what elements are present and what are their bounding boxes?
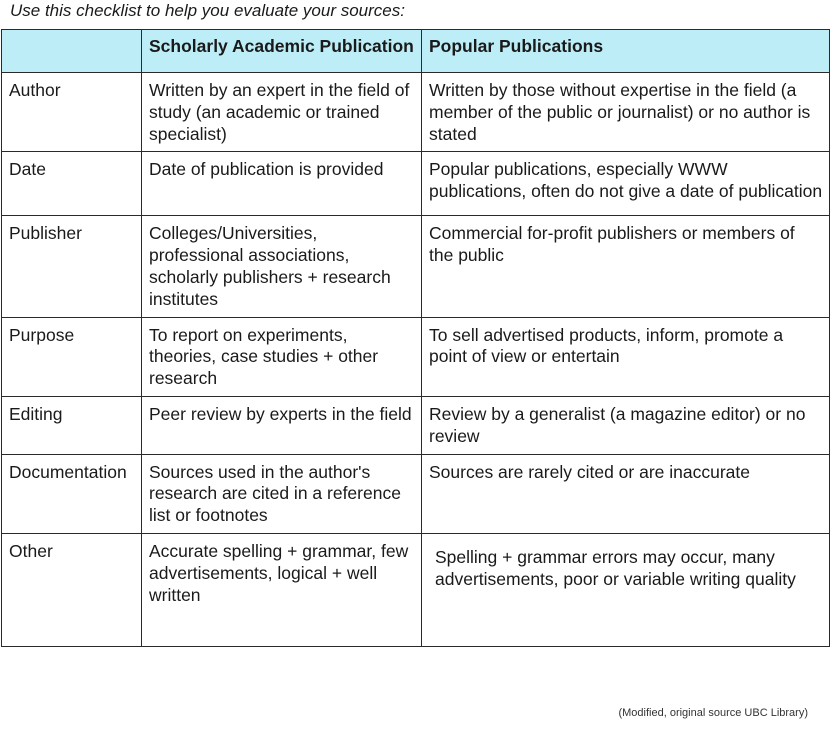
table-row	[2, 152, 830, 216]
table-row	[2, 396, 830, 454]
header-scholarly: Scholarly Academic Publication	[142, 30, 422, 73]
source-note: (Modified, original source UBC Library)	[618, 707, 808, 719]
criterion-cell: Purpose	[2, 317, 142, 396]
scholarly-cell: Sources used in the author's research are cited in a reference list or footnotes	[142, 454, 422, 533]
header-popular: Popular Publications	[422, 30, 830, 73]
criterion-cell: Editing	[2, 396, 142, 454]
scholarly-cell: Date of publication is provided	[142, 152, 422, 216]
intro-text: Use this checklist to help you evaluate your sources:	[10, 1, 405, 20]
popular-cell: Sources are rarely cited or are inaccurate	[422, 454, 830, 533]
scholarly-cell: Colleges/Universities, professional associations, scholarly publishers + research institutes	[142, 216, 422, 317]
source-evaluation-table	[1, 29, 830, 647]
criterion-cell: Publisher	[2, 216, 142, 317]
table-row	[2, 216, 830, 317]
scholarly-cell: To report on experiments, theories, case studies + other research	[142, 317, 422, 396]
table-row	[2, 73, 830, 152]
scholarly-cell: Peer review by experts in the field	[142, 396, 422, 454]
scholarly-cell: Accurate spelling + grammar, few advertisements, logical + well written	[142, 533, 422, 646]
header-criterion	[2, 30, 142, 73]
table-header-row	[2, 30, 830, 73]
criterion-cell: Date	[2, 152, 142, 216]
popular-cell: Written by those without expertise in the field (a member of the public or journalist) or no author is stated	[422, 73, 830, 152]
popular-cell: Spelling + grammar errors may occur, many advertisements, poor or variable writing quality	[422, 533, 830, 646]
criterion-cell: Author	[2, 73, 142, 152]
table-row	[2, 317, 830, 396]
popular-cell: To sell advertised products, inform, promote a point of view or entertain	[422, 317, 830, 396]
table-row	[2, 533, 830, 646]
popular-cell: Commercial for-profit publishers or members of the public	[422, 216, 830, 317]
scholarly-cell: Written by an expert in the field of study (an academic or trained specialist)	[142, 73, 422, 152]
popular-cell: Popular publications, especially WWW publications, often do not give a date of publication	[422, 152, 830, 216]
popular-cell: Review by a generalist (a magazine editor) or no review	[422, 396, 830, 454]
criterion-cell: Documentation	[2, 454, 142, 533]
table-row	[2, 454, 830, 533]
criterion-cell: Other	[2, 533, 142, 646]
